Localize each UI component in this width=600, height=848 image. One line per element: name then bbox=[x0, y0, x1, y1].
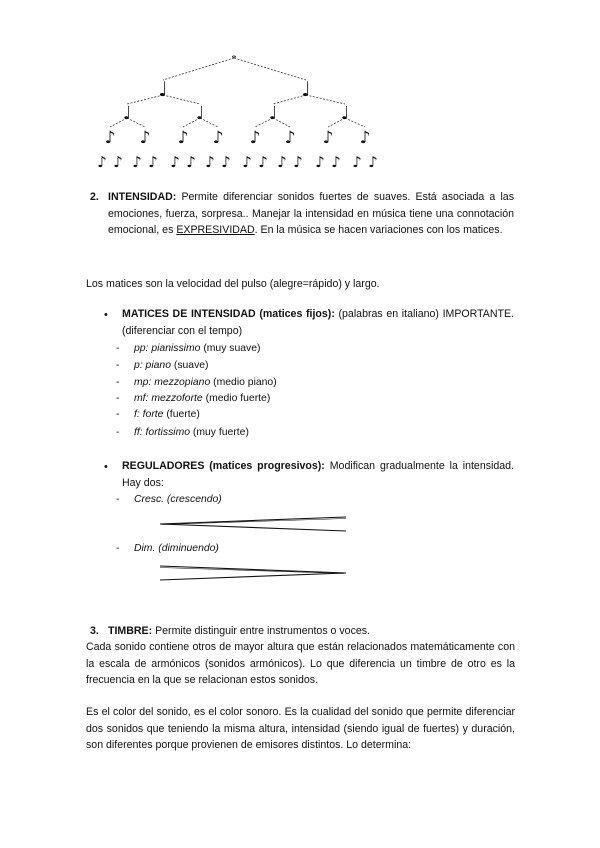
matices-fijos-text: (palabras en italiano) IMPORTANTE. (diferenciar con el tempo) bbox=[122, 308, 514, 337]
matiz-term: mf: mezzoforte bbox=[134, 393, 203, 404]
reguladores-paragraph bbox=[122, 458, 514, 491]
matiz-meaning: (medio piano) bbox=[213, 377, 277, 388]
matiz-meaning: (medio fuerte) bbox=[205, 393, 271, 404]
matiz-item-f bbox=[116, 407, 200, 423]
sixteenth-note-icon: ♪ bbox=[132, 153, 142, 171]
tree-connector bbox=[306, 95, 345, 104]
sixteenth-note-icon: ♪ bbox=[277, 153, 287, 171]
crescendo-hairpin-icon bbox=[150, 512, 360, 536]
reguladores-title: REGULADORES (matices progresivos): bbox=[122, 460, 325, 472]
eighth-note-icon: ♪ bbox=[322, 128, 334, 148]
sixteenth-note-icon: ♪ bbox=[258, 153, 268, 171]
sixteenth-note-icon: ♪ bbox=[315, 153, 325, 171]
eighth-note-icon: ♪ bbox=[104, 128, 116, 148]
matiz-item-p bbox=[116, 358, 209, 374]
tree-connector bbox=[163, 58, 234, 80]
matiz-term: f: forte bbox=[134, 409, 164, 420]
dash: - bbox=[116, 494, 120, 505]
regulador-label: Cresc. (crescendo) bbox=[134, 494, 222, 505]
dash: - bbox=[116, 427, 120, 438]
whole-note-icon: 𝅝 bbox=[231, 47, 237, 61]
eighth-note-icon: ♪ bbox=[249, 128, 261, 148]
section3-heading bbox=[108, 623, 514, 640]
half-note-icon: ♩ bbox=[158, 77, 168, 101]
dash: - bbox=[116, 409, 120, 420]
sixteenth-note-icon: ♪ bbox=[97, 153, 107, 171]
sixteenth-note-icon: ♪ bbox=[186, 153, 196, 171]
expresividad-term: EXPRESIVIDAD bbox=[176, 224, 255, 237]
sixteenth-note-icon: ♪ bbox=[331, 153, 341, 171]
matiz-term: ff: fortissimo bbox=[134, 427, 191, 438]
bullet-icon: • bbox=[104, 309, 108, 321]
matiz-item-pp bbox=[116, 341, 260, 357]
dash: - bbox=[116, 393, 120, 404]
matiz-meaning: (fuerte) bbox=[166, 409, 200, 420]
sixteenth-note-icon: ♪ bbox=[242, 153, 252, 171]
eighth-note-icon: ♪ bbox=[284, 128, 296, 148]
matiz-term: pp: pianissimo bbox=[134, 343, 201, 354]
section2-title: INTENSIDAD: bbox=[108, 191, 177, 203]
reguladores-text: Modifican gradualmente la intensidad. Hay dos: bbox=[122, 460, 514, 489]
sixteenth-note-icon: ♪ bbox=[352, 153, 362, 171]
sixteenth-note-icon: ♪ bbox=[170, 153, 180, 171]
sixteenth-note-icon: ♪ bbox=[113, 153, 123, 171]
dash: - bbox=[116, 343, 120, 354]
matiz-meaning: (suave) bbox=[173, 360, 209, 371]
half-note-icon: ♩ bbox=[301, 77, 311, 101]
quarter-note-icon: ♩ bbox=[268, 103, 278, 124]
matices-note: Los matices son la velocidad del pulso (alegre=rápido) y largo. bbox=[86, 278, 380, 290]
section2-text-a: Permite diferenciar sonidos fuertes de suaves. Está asociada a las emociones, fuerza, sorpresa.. Manejar la intensidad en música tiene una connotación emocional, es bbox=[108, 191, 514, 237]
sixteenth-note-icon: ♪ bbox=[205, 153, 215, 171]
quarter-note-icon: ♩ bbox=[122, 103, 132, 124]
matiz-item-mf bbox=[116, 391, 270, 407]
regulador-label: Dim. (diminuendo) bbox=[134, 543, 219, 554]
note-value-tree bbox=[0, 0, 600, 180]
matiz-item-ff bbox=[116, 425, 249, 441]
sixteenth-note-icon: ♪ bbox=[148, 153, 158, 171]
sixteenth-note-icon: ♪ bbox=[368, 153, 378, 171]
timbre-paragraph-1: Cada sonido contiene otros de mayor altura que están relacionados matemáticamente con la escala de armónicos (sonidos armónicos). Lo que diferencia un timbre de otro es la frecuencia en la que se relacionan estos sonidos. bbox=[86, 641, 515, 687]
eighth-note-icon: ♪ bbox=[359, 128, 371, 148]
dash: - bbox=[116, 543, 120, 554]
matiz-term: mp: mezzopiano bbox=[134, 377, 211, 388]
section3-title: TIMBRE: bbox=[108, 625, 153, 637]
section2-number: 2. bbox=[90, 191, 99, 203]
dash: - bbox=[116, 360, 120, 371]
timbre-paragraph-2: Es el color del sonido, es el color sonoro. Es la cualidad del sonido que permite diferenciar dos sonidos que teniendo la misma altura, intensidad (siendo igual de fuertes) y duración, son diferentes porque provienen de emisores distintos. Lo determina: bbox=[86, 706, 515, 752]
matices-fijos-paragraph bbox=[122, 306, 514, 339]
dash: - bbox=[116, 377, 120, 388]
bullet-icon: • bbox=[104, 461, 108, 473]
regulador-item-diminuendo bbox=[116, 541, 219, 557]
matices-fijos-title: MATICES DE INTENSIDAD (matices fijos): bbox=[122, 308, 335, 320]
matiz-item-mp bbox=[116, 375, 277, 391]
eighth-note-icon: ♪ bbox=[139, 128, 151, 148]
section3-number: 3. bbox=[90, 625, 99, 637]
matiz-meaning: (muy suave) bbox=[203, 343, 261, 354]
quarter-note-icon: ♩ bbox=[340, 103, 350, 124]
section2-text-b: . En la música se hacen variaciones con los matices. bbox=[254, 224, 503, 237]
sixteenth-note-icon: ♪ bbox=[293, 153, 303, 171]
matiz-meaning: (muy fuerte) bbox=[192, 427, 249, 438]
sixteenth-note-icon: ♪ bbox=[221, 153, 231, 171]
diminuendo-hairpin-icon bbox=[150, 561, 360, 585]
matiz-term: p: piano bbox=[134, 360, 171, 371]
tree-connector bbox=[163, 95, 200, 104]
tree-connector bbox=[234, 58, 306, 80]
section3-text: Permite distinguir entre instrumentos o voces. bbox=[155, 625, 371, 637]
quarter-note-icon: ♩ bbox=[195, 103, 205, 124]
section2-paragraph bbox=[108, 189, 514, 239]
regulador-item-crescendo bbox=[116, 492, 222, 508]
eighth-note-icon: ♪ bbox=[177, 128, 189, 148]
eighth-note-icon: ♪ bbox=[212, 128, 224, 148]
